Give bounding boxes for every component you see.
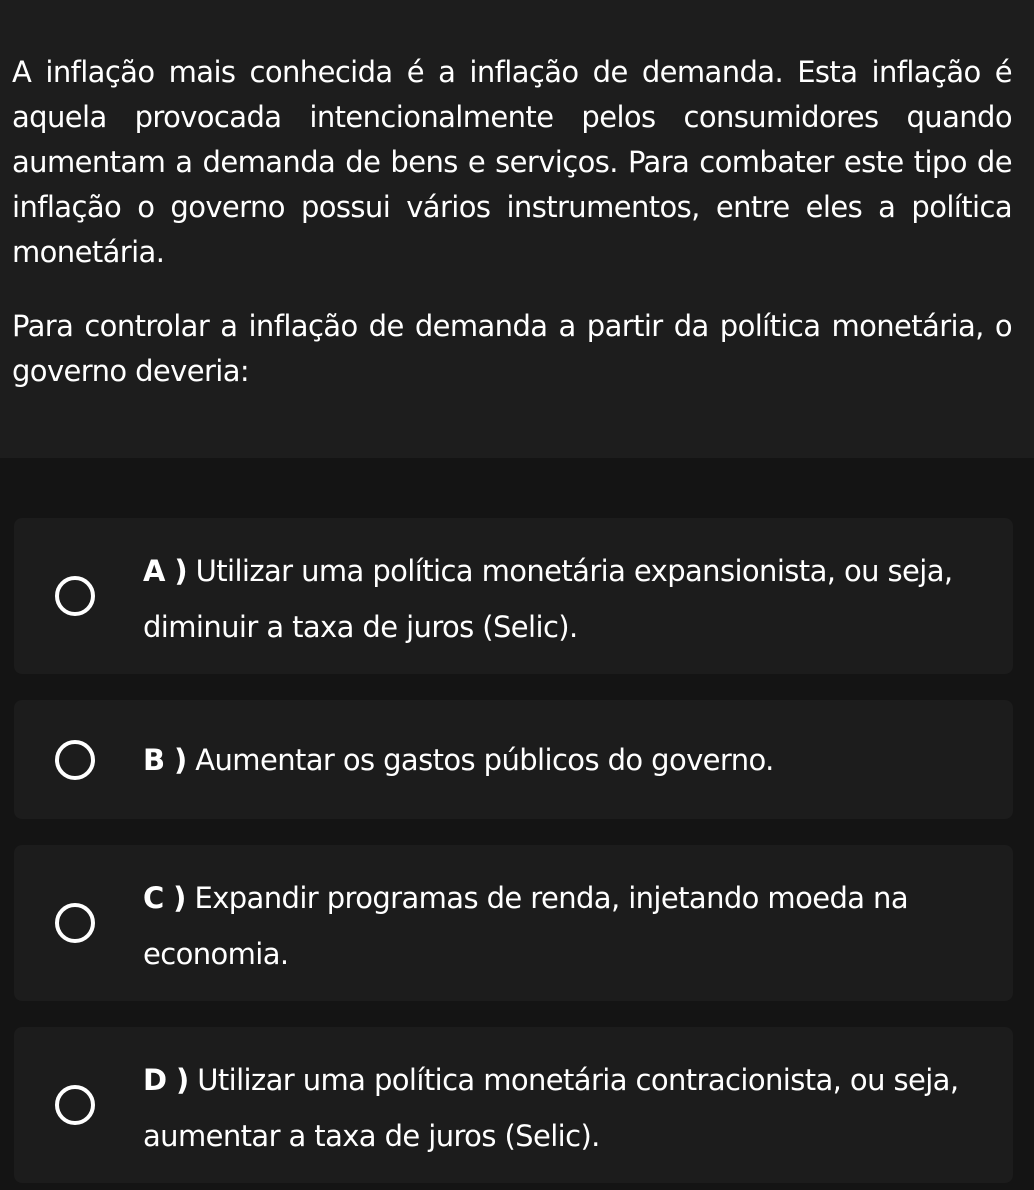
radio-d[interactable] [55,1085,95,1125]
option-b[interactable] [14,700,1013,819]
radio-c[interactable] [55,903,95,943]
option-c[interactable] [14,845,1013,1001]
option-c-label: Expandir programas de renda, injetando moeda na economia. [143,881,909,971]
question-paragraph-1: A inflação mais conhecida é a inflação de demanda. Esta inflação é aquela provocada intencionalmente pelos consumidores quando aumentam a demanda de bens e serviços. Para combater este tipo de inflação o governo possui vários instrumentos, entre eles a política monetária. [12,55,1012,269]
answer-options [0,458,1034,1190]
radio-b[interactable] [55,740,95,780]
option-b-label: Aumentar os gastos públicos do governo. [195,743,774,777]
option-a-text [143,543,983,655]
option-b-text [143,732,983,788]
question-panel [0,0,1034,458]
radio-a[interactable] [55,576,95,616]
option-a-letter: A ) [143,554,187,588]
option-d-label: Utilizar uma política monetária contracionista, ou seja, aumentar a taxa de juros (Selic). [143,1063,959,1153]
option-a-label: Utilizar uma política monetária expansionista, ou seja, diminuir a taxa de juros (Selic). [143,554,953,644]
option-d[interactable] [14,1027,1013,1183]
question-paragraph-2: Para controlar a inflação de demanda a partir da política monetária, o governo deveria: [12,309,1012,388]
option-c-text [143,870,983,982]
option-a[interactable] [14,518,1013,674]
option-c-letter: C ) [143,881,186,915]
option-d-text [143,1052,983,1164]
option-d-letter: D ) [143,1063,189,1097]
option-b-letter: B ) [143,743,187,777]
